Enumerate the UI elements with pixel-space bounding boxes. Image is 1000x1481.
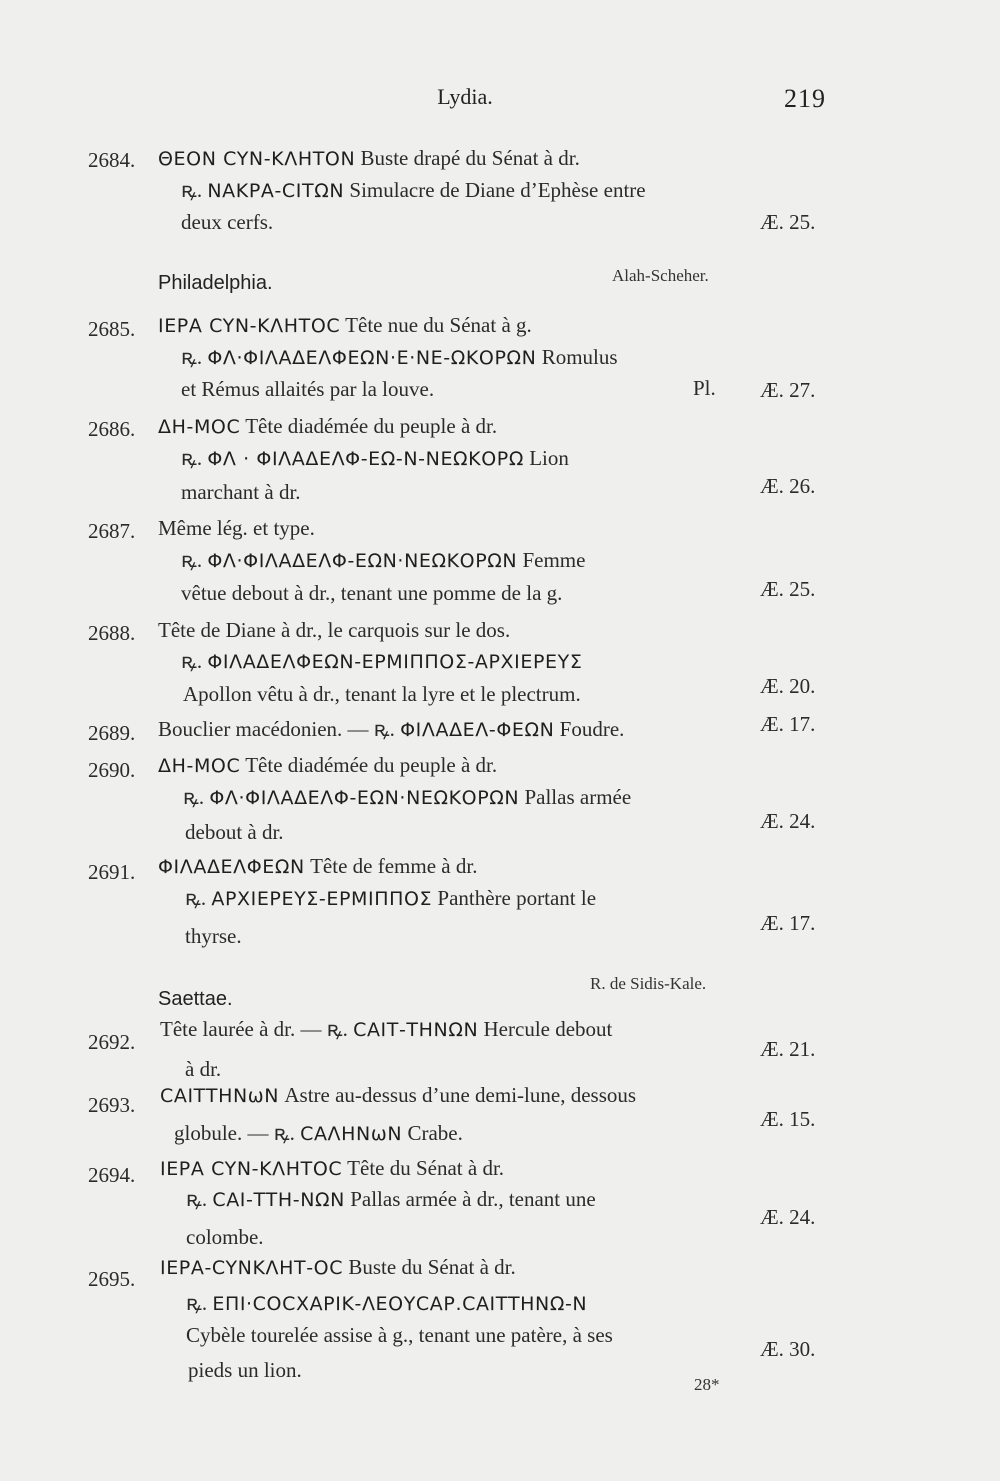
greek-legend: ΕΠΙ·COCΧΑΡΙΚ-ΛΕΟΥCΑΡ.CΑΙΤΤΗΝΩ-Ν <box>212 1293 588 1315</box>
greek-legend: ΑΡΧΙΕΡΕΥΣ-ΕΡΜΙΠΠΟΣ <box>211 888 433 910</box>
entry-number: 2694. <box>88 1163 136 1187</box>
metal-size: Æ. 25. <box>760 210 816 234</box>
description: Tête laurée à dr. — <box>160 1017 322 1041</box>
description: Astre au-dessus d’une demi-lune, dessous <box>284 1083 637 1107</box>
greek-legend: CΑΙ-ΤΤΗ-ΝΩΝ <box>212 1189 345 1211</box>
reverse-mark: ꝶ. <box>273 1121 295 1145</box>
description: Pallas armée <box>524 785 632 809</box>
metal-size: Æ. 25. <box>760 577 816 601</box>
greek-legend: ΙΕΡΑ CYN-ΚΛΗΤΟC <box>160 1158 343 1180</box>
entry-number: 2689. <box>88 721 136 745</box>
entry-line: pieds un lion. <box>188 1358 302 1382</box>
reverse-mark: ꝶ. <box>181 446 203 470</box>
greek-legend: ΦΙΛΑΔΕΛΦΕΩΝ-ΕΡΜΙΠΠΟΣ-ΑΡΧΙΕΡΕΥΣ <box>207 651 583 673</box>
greek-legend: ΦΙΛΑΔΕΛΦΕΩΝ <box>158 856 305 878</box>
entry-line <box>158 853 477 880</box>
reverse-mark: ꝶ. <box>181 649 203 673</box>
greek-legend: CΑΙΤΤΗΝωΝ <box>160 1085 280 1107</box>
running-title: Lydia. <box>437 84 493 109</box>
greek-legend: ΙΕΡΑ CYN-ΚΛΗΤΟC <box>158 315 341 337</box>
entry-line <box>181 445 569 472</box>
entry-number: 2686. <box>88 417 136 441</box>
metal-size: Æ. 24. <box>760 1205 816 1229</box>
description: Crabe. <box>407 1121 463 1145</box>
greek-legend: ΦΛ · ΦΙΛΑΔΕΛΦ-ΕΩ-Ν-ΝΕΩΚΟΡΩ <box>207 448 524 470</box>
description: Panthère portant le <box>437 886 597 910</box>
entry-line: marchant à dr. <box>181 480 301 504</box>
description: Tête de femme à dr. <box>310 854 478 878</box>
greek-legend: ΔΗ-ΜΟC <box>158 416 241 438</box>
page-number: 219 <box>784 84 826 113</box>
entry-line <box>158 413 497 440</box>
description: Simulacre de Diane d’Ephèse entre <box>349 178 646 202</box>
reverse-mark: ꝶ. <box>183 785 205 809</box>
description: Hercule debout <box>483 1017 613 1041</box>
metal-size: Æ. 17. <box>760 712 816 736</box>
entry-line <box>186 1290 587 1317</box>
entry-line: Cybèle tourelée assise à g., tenant une patère, à ses <box>186 1323 613 1347</box>
reverse-mark: ꝶ. <box>181 345 203 369</box>
section-heading: Saettae. <box>158 988 233 1010</box>
reverse-mark: ꝶ. <box>373 717 395 741</box>
entry-number: 2691. <box>88 860 136 884</box>
entry-line <box>160 1155 504 1182</box>
entry-line <box>185 885 596 912</box>
plate-reference: Pl. <box>693 376 716 400</box>
metal-size: Æ. 15. <box>760 1107 816 1131</box>
description: Tête diadémée du peuple à dr. <box>245 753 498 777</box>
entry-line <box>183 784 631 811</box>
greek-legend: ΦΙΛΑΔΕΛ-ΦΕΩΝ <box>400 719 555 741</box>
description: Pallas armée à dr., tenant une <box>350 1187 596 1211</box>
description: Buste drapé du Sénat à dr. <box>360 146 580 170</box>
entry-number: 2695. <box>88 1267 136 1291</box>
section-location: R. de Sidis-Kale. <box>590 974 707 993</box>
reverse-mark: ꝶ. <box>181 548 203 572</box>
description: Lion <box>529 446 569 470</box>
entry-line: debout à dr. <box>185 820 284 844</box>
entry-number: 2685. <box>88 317 136 341</box>
entry-number: 2693. <box>88 1093 136 1117</box>
entry-line <box>181 177 646 204</box>
entry-line <box>181 344 618 371</box>
entry-number: 2684. <box>88 148 136 172</box>
greek-legend: ΦΛ·ΦΙΛΑΔΕΛΦ-ΕΩΝ·ΝΕΩΚΟΡΩΝ <box>207 550 518 572</box>
metal-size: Æ. 24. <box>760 809 816 833</box>
entry-line: à dr. <box>185 1057 222 1081</box>
entry-line: Apollon vêtu à dr., tenant la lyre et le plectrum. <box>183 682 581 706</box>
entry-line <box>186 1186 596 1213</box>
entry-line <box>158 312 532 339</box>
description: Buste du Sénat à dr. <box>348 1255 516 1279</box>
metal-size: Æ. 21. <box>760 1037 816 1061</box>
description: Femme <box>522 548 586 572</box>
description: Tête nue du Sénat à g. <box>345 313 532 337</box>
greek-legend: ΦΛ·ΦΙΛΑΔΕΛΦΕΩΝ·Ε·ΝΕ-ΩΚΟΡΩΝ <box>207 347 537 369</box>
entry-line <box>174 1120 463 1147</box>
reverse-mark: ꝶ. <box>181 178 203 202</box>
description: Romulus <box>541 345 618 369</box>
greek-legend: ΦΛ·ΦΙΛΑΔΕΛΦ-ΕΩΝ·ΝΕΩΚΟΡΩΝ <box>209 787 520 809</box>
entry-line <box>160 1016 612 1043</box>
greek-legend: CΑΛΗΝωΝ <box>300 1123 403 1145</box>
greek-legend: ΔΗ-ΜΟC <box>158 755 241 777</box>
entry-number: 2688. <box>88 621 136 645</box>
reverse-mark: ꝶ. <box>186 1291 208 1315</box>
greek-legend: CΑΙΤ-ΤΗΝΩΝ <box>353 1019 479 1041</box>
entry-line: colombe. <box>186 1225 264 1249</box>
metal-size: Æ. 30. <box>760 1337 816 1361</box>
greek-legend: ΙΕΡΑ-CYΝΚΛΗΤ-ΟC <box>160 1257 344 1279</box>
entry-line <box>158 752 497 779</box>
greek-legend: ΘΕΟΝ CYN-ΚΛΗΤΟΝ <box>158 148 356 170</box>
entry-number: 2690. <box>88 758 136 782</box>
entry-line: et Rémus allaités par la louve. <box>181 377 435 401</box>
entry-line: vêtue debout à dr., tenant une pomme de la g. <box>181 581 563 605</box>
reverse-mark: ꝶ. <box>185 886 207 910</box>
metal-size: Æ. 27. <box>760 378 816 402</box>
entry-line <box>181 648 582 675</box>
entry-line: Tête de Diane à dr., le carquois sur le dos. <box>158 618 511 642</box>
entry-number: 2687. <box>88 519 136 543</box>
entry-line: deux cerfs. <box>181 210 274 234</box>
description: Tête du Sénat à dr. <box>347 1156 505 1180</box>
entry-line <box>181 547 585 574</box>
description: Bouclier macédonien. — <box>158 717 369 741</box>
greek-legend: ΝΑΚΡΑ-CΙΤΩΝ <box>207 180 345 202</box>
entry-line <box>158 716 624 743</box>
description: Foudre. <box>559 717 625 741</box>
metal-size: Æ. 17. <box>760 911 816 935</box>
description: globule. — <box>174 1121 269 1145</box>
description: Tête diadémée du peuple à dr. <box>245 414 498 438</box>
section-heading: Philadelphia. <box>158 272 273 294</box>
entry-line <box>158 145 580 172</box>
entry-line <box>160 1254 516 1281</box>
entry-line: Même lég. et type. <box>158 516 315 540</box>
reverse-mark: ꝶ. <box>186 1187 208 1211</box>
entry-line <box>160 1082 636 1109</box>
reverse-mark: ꝶ. <box>326 1017 348 1041</box>
signature-mark: 28* <box>694 1375 720 1394</box>
metal-size: Æ. 20. <box>760 674 816 698</box>
entry-line: thyrse. <box>185 924 242 948</box>
section-location: Alah-Scheher. <box>612 266 709 285</box>
metal-size: Æ. 26. <box>760 474 816 498</box>
entry-number: 2692. <box>88 1030 136 1054</box>
